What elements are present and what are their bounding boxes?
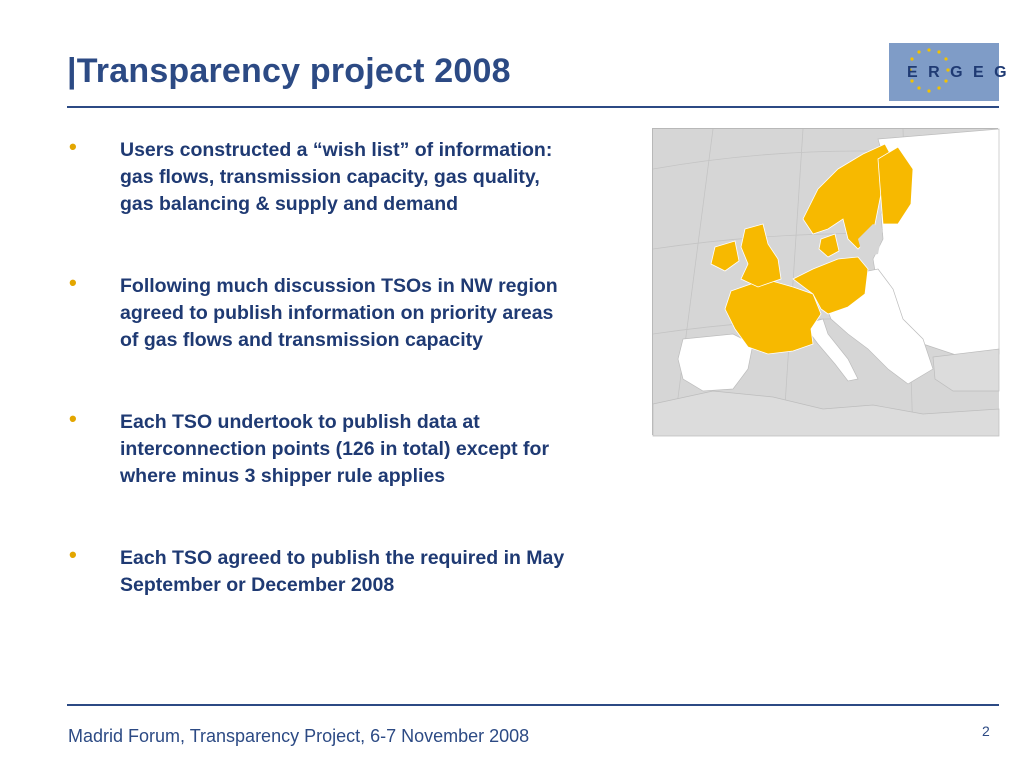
bullet-text bbox=[120, 545, 650, 599]
bullet-line: Each TSO undertook to publish data at bbox=[120, 411, 480, 433]
bullet-line: gas balancing & supply and demand bbox=[120, 193, 459, 215]
slide-title: |Transparency project 2008 bbox=[67, 52, 511, 90]
bullet-line: where minus 3 shipper rule applies bbox=[120, 465, 446, 487]
bullet-icon: • bbox=[69, 542, 77, 567]
bullet-line: Following much discussion TSOs in NW region bbox=[120, 275, 558, 297]
bullet-text bbox=[120, 273, 650, 354]
bullet-line: September or December 2008 bbox=[120, 574, 395, 596]
bullet-line: agreed to publish information on priority areas bbox=[120, 302, 554, 324]
bullet-line: interconnection points (126 in total) except for bbox=[120, 438, 550, 460]
title-divider bbox=[67, 106, 999, 108]
bullet-icon: • bbox=[69, 406, 77, 431]
ergeg-logo bbox=[889, 43, 1010, 101]
bullet-line: Each TSO agreed to publish the required in May bbox=[120, 547, 565, 569]
bullet-line: gas flows, transmission capacity, gas quality, bbox=[120, 166, 540, 188]
bullet-line: of gas flows and transmission capacity bbox=[120, 329, 484, 351]
europe-map bbox=[652, 128, 998, 435]
bullet-text bbox=[120, 137, 650, 218]
bullet-icon: • bbox=[69, 270, 77, 295]
footer-divider bbox=[67, 704, 999, 706]
page-number: 2 bbox=[982, 723, 990, 739]
footer-text: Madrid Forum, Transparency Project, 6-7 November 2008 bbox=[68, 726, 530, 746]
bullet-line: Users constructed a “wish list” of information: bbox=[120, 139, 553, 161]
svg-text:E R G E G: E R G E G bbox=[907, 64, 1010, 81]
bullet-text bbox=[120, 409, 650, 490]
bullet-icon: • bbox=[69, 134, 77, 159]
